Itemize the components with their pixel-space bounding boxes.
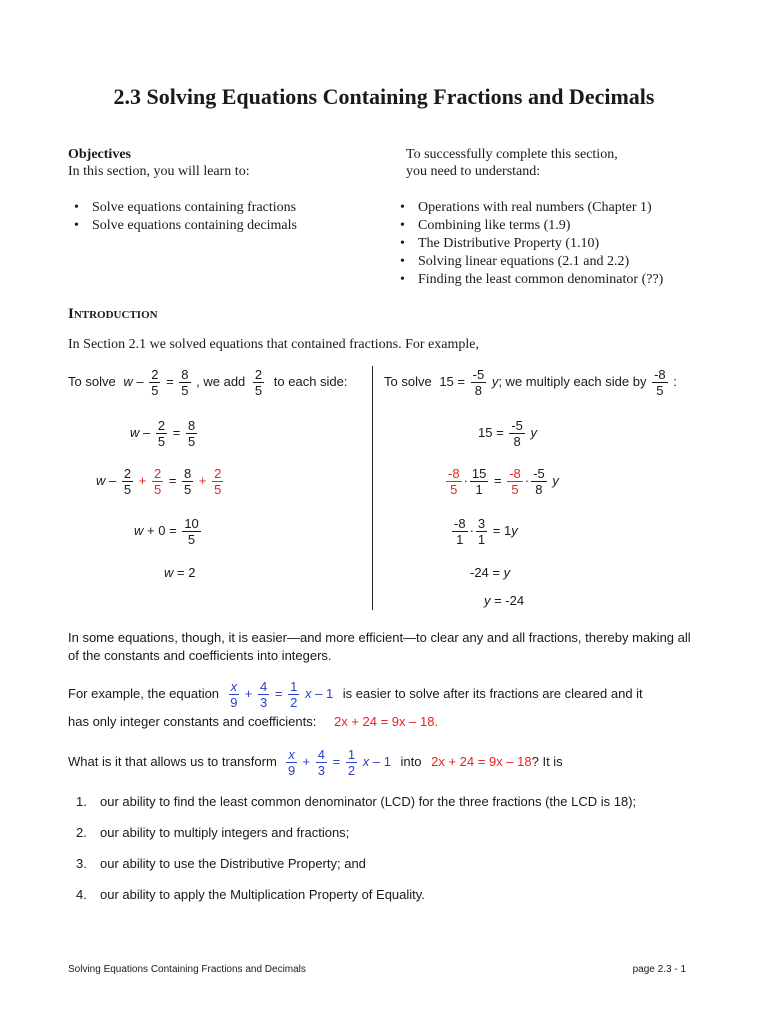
left-lead: To solve: [68, 373, 116, 389]
para2-line2: has only integer constants and coefficients:: [68, 714, 317, 729]
denominator: 2: [347, 763, 356, 778]
objectives-intro: In this section, you will learn to:: [68, 164, 250, 179]
fraction-1-2: [288, 680, 299, 709]
list-item: • Solve equations containing fractions: [68, 199, 297, 217]
denominator: 5: [656, 383, 664, 398]
item-text: our ability to apply the Multiplication Property of Equality.: [100, 887, 425, 902]
denominator: 8: [535, 482, 543, 497]
introduction-heading: Introduction: [68, 306, 158, 322]
paragraph-integer-line: [68, 714, 438, 729]
denominator: 5: [151, 383, 159, 398]
list-item: [68, 887, 728, 903]
fraction-2-5: [122, 467, 133, 496]
prereq-line-2: you need to understand:: [406, 164, 541, 179]
denominator: 5: [214, 482, 222, 497]
numerator: -8: [454, 516, 466, 531]
denominator: 5: [181, 383, 189, 398]
list-item: • Combining like terms (1.9): [394, 217, 663, 235]
item-number: 1.: [76, 794, 87, 809]
numerator: -5: [533, 466, 545, 481]
coefficient-1: 1: [503, 522, 512, 538]
equals-sign: =: [332, 753, 341, 769]
list-item: [68, 825, 728, 841]
denominator: 3: [317, 763, 325, 778]
column-divider: [372, 366, 373, 610]
var-y: y: [552, 472, 559, 488]
left-step-2: [96, 467, 225, 496]
equals-sign: =: [166, 373, 174, 389]
fraction-x-9: [286, 748, 297, 777]
denominator: 5: [187, 532, 196, 547]
denominator: 2: [290, 695, 298, 710]
prerequisites-section: [394, 146, 663, 289]
fraction-2-5: [149, 368, 160, 397]
left-step-3: [134, 517, 203, 546]
var-w: w: [96, 472, 106, 488]
constant-1: 1: [325, 685, 334, 701]
multiply-text: ; we multiply each side by: [498, 373, 647, 389]
numerator: x: [288, 747, 295, 762]
left-step-1: [130, 419, 199, 448]
fraction-2-5-added: [152, 467, 163, 496]
numerator: x: [230, 679, 238, 694]
dot-operator: ·: [524, 472, 530, 488]
list-item: [68, 794, 728, 810]
objectives-heading: Objectives: [68, 147, 131, 162]
fraction-8-5: [186, 419, 197, 448]
denominator: 9: [288, 763, 296, 778]
numerator: 8: [187, 418, 196, 433]
objectives-section: [68, 146, 297, 235]
fraction-2-5-added: [212, 467, 223, 496]
minus-sign: –: [109, 472, 117, 488]
denominator: 5: [184, 482, 192, 497]
fraction-8-5: [179, 368, 190, 397]
fraction-1-2: [346, 748, 357, 777]
para3-lead: What is it that allows us to transform: [68, 753, 277, 769]
to-each-side-text: to each side:: [273, 373, 348, 389]
footer-title: Solving Equations Containing Fractions and Decimals: [68, 964, 306, 975]
fraction-neg8-5-multiplier: [446, 467, 462, 496]
denominator: 5: [511, 482, 519, 497]
numerator: 2: [254, 367, 263, 382]
numerator: 4: [260, 679, 268, 694]
fraction-2-5: [156, 419, 167, 448]
numerator: 2: [214, 466, 222, 481]
dot-operator: ·: [463, 472, 468, 488]
list-item: • Finding the least common denominator (??): [394, 271, 663, 289]
right-step-5: [484, 593, 524, 608]
fraction-8-5: [182, 467, 193, 496]
right-step-2: [444, 467, 559, 496]
paragraph-example-equation: [68, 680, 643, 709]
item-number: 4.: [76, 887, 87, 902]
number-neg24: -24: [470, 565, 489, 580]
numerator: 2: [151, 367, 159, 382]
plus-sign: +: [244, 685, 253, 701]
number-15: 15: [478, 424, 493, 440]
numerator: 4: [317, 747, 325, 762]
fraction-equation: [284, 747, 394, 778]
right-step-1: [478, 419, 537, 448]
var-x: x: [304, 685, 312, 701]
numerator: 15: [471, 466, 487, 481]
equals-sign: =: [496, 424, 504, 440]
minus-sign: –: [143, 424, 151, 440]
list-item: [68, 856, 728, 872]
numerator: 8: [181, 367, 189, 382]
fraction-equation: [227, 679, 337, 710]
fraction-x-9: [229, 680, 240, 709]
denominator: 1: [477, 532, 486, 547]
fraction-3-1: [476, 517, 487, 546]
abilities-list: [68, 794, 728, 918]
numerator: -5: [511, 418, 523, 433]
var-y: y: [503, 565, 511, 580]
numerator: 1: [290, 679, 298, 694]
list-item: • Solving linear equations (2.1 and 2.2): [394, 253, 663, 271]
plus-sign: +: [302, 753, 311, 769]
denominator: 1: [475, 482, 483, 497]
numerator: 1: [347, 747, 356, 762]
item-text: our ability to multiply integers and fractions;: [100, 825, 350, 840]
fraction-4-3: [258, 680, 269, 709]
para3-tail: ? It is: [531, 753, 563, 769]
denominator: 1: [456, 532, 464, 547]
page-title: 2.3 Solving Equations Containing Fractions and Decimals: [113, 84, 655, 109]
right-step-3: [450, 517, 518, 546]
right-lead: To solve: [384, 373, 432, 389]
numerator: 3: [477, 516, 486, 531]
prereq-list: [394, 199, 663, 289]
into-text: into: [400, 753, 422, 769]
var-y: y: [484, 593, 491, 608]
list-item: • Solve equations containing decimals: [68, 217, 297, 235]
left-example-statement: [68, 368, 348, 397]
fraction-neg8-5: [652, 368, 668, 397]
result-value: 2: [188, 565, 196, 580]
equals-sign: =: [169, 522, 177, 538]
var-w: w: [123, 373, 133, 389]
equals-sign: =: [172, 424, 181, 440]
paragraph-transform-question: [68, 748, 563, 777]
integer-equation: 2x + 24 = 9x – 18.: [333, 714, 439, 729]
number-15: 15: [439, 373, 454, 389]
objectives-list: [68, 199, 297, 235]
fraction-2-5: [253, 368, 264, 397]
equals-sign: =: [168, 472, 177, 488]
fraction-15-1: [470, 467, 488, 496]
numerator: -8: [654, 367, 666, 382]
var-y: y: [491, 373, 499, 389]
denominator: 5: [123, 482, 132, 497]
item-number: 2.: [76, 825, 87, 840]
fraction-neg5-8: [509, 419, 525, 448]
numerator: 8: [184, 466, 192, 481]
list-item: • The Distributive Property (1.10): [394, 235, 663, 253]
var-w: w: [164, 565, 174, 580]
right-step-4: [470, 565, 510, 580]
introduction-text: In Section 2.1 we solved equations that contained fractions. For example,: [68, 337, 479, 352]
fraction-10-5: [182, 517, 200, 546]
list-item: • Operations with real numbers (Chapter 1): [394, 199, 663, 217]
denominator: 5: [254, 383, 263, 398]
equals-sign: =: [492, 565, 501, 580]
para2-tail: is easier to solve after its fractions are cleared and it: [342, 685, 643, 701]
paragraph-clear-fractions: In some equations, though, it is easier—and more efficient—to clear any and all fractions, thereby making all of the constants and coefficients into integers.: [68, 630, 691, 663]
prereq-line-1: To successfully complete this section,: [406, 147, 618, 162]
plus-sign: +: [138, 472, 147, 488]
integer-equation: 2x + 24 = 9x – 18: [431, 753, 532, 769]
var-x: x: [362, 753, 370, 769]
denominator: 5: [450, 482, 458, 497]
colon: :: [673, 373, 677, 389]
denominator: 5: [187, 434, 196, 449]
fraction-neg8-1: [452, 517, 468, 546]
constant-1: 1: [383, 753, 391, 769]
equals-sign: =: [457, 373, 466, 389]
numerator: -8: [448, 466, 460, 481]
numerator: 2: [153, 466, 162, 481]
item-number: 3.: [76, 856, 87, 871]
equals-sign: =: [494, 593, 502, 608]
plus-sign: +: [147, 522, 155, 538]
fraction-4-3: [316, 748, 327, 777]
item-text: our ability to use the Distributive Property; and: [100, 856, 366, 871]
minus-sign: –: [315, 685, 323, 701]
number-neg24: -24: [505, 593, 525, 608]
equals-sign: =: [177, 565, 185, 580]
denominator: 3: [260, 695, 268, 710]
numerator: 2: [123, 466, 132, 481]
left-step-4: [164, 565, 195, 580]
we-add-text: , we add: [196, 373, 246, 389]
right-example-statement: [384, 368, 677, 397]
numerator: -8: [509, 466, 521, 481]
equals-sign: =: [492, 522, 501, 538]
minus-sign: –: [372, 753, 381, 769]
page-number: page 2.3 - 1: [632, 964, 686, 975]
numerator: 2: [157, 418, 166, 433]
denominator: 8: [474, 383, 483, 398]
item-text: our ability to find the least common denominator (LCD) for the three fractions (the LCD is 18);: [100, 794, 637, 809]
zero: 0: [158, 522, 166, 538]
denominator: 8: [513, 434, 521, 449]
minus-sign: –: [136, 373, 144, 389]
dot-operator: ·: [469, 522, 474, 538]
var-w: w: [134, 522, 144, 538]
denominator: 9: [230, 695, 238, 710]
fraction-neg8-5-multiplier: [507, 467, 523, 496]
plus-sign: +: [198, 472, 207, 488]
equals-sign: =: [494, 472, 502, 488]
fraction-neg5-8: [471, 368, 487, 397]
var-y: y: [530, 424, 537, 440]
equals-sign: =: [274, 685, 283, 701]
numerator: 10: [184, 516, 199, 531]
denominator: 5: [157, 434, 166, 449]
var-y: y: [511, 522, 518, 538]
var-w: w: [130, 424, 140, 440]
para2-lead: For example, the equation: [68, 685, 220, 701]
numerator: -5: [472, 367, 485, 382]
fraction-neg5-8: [531, 467, 547, 496]
denominator: 5: [153, 482, 162, 497]
